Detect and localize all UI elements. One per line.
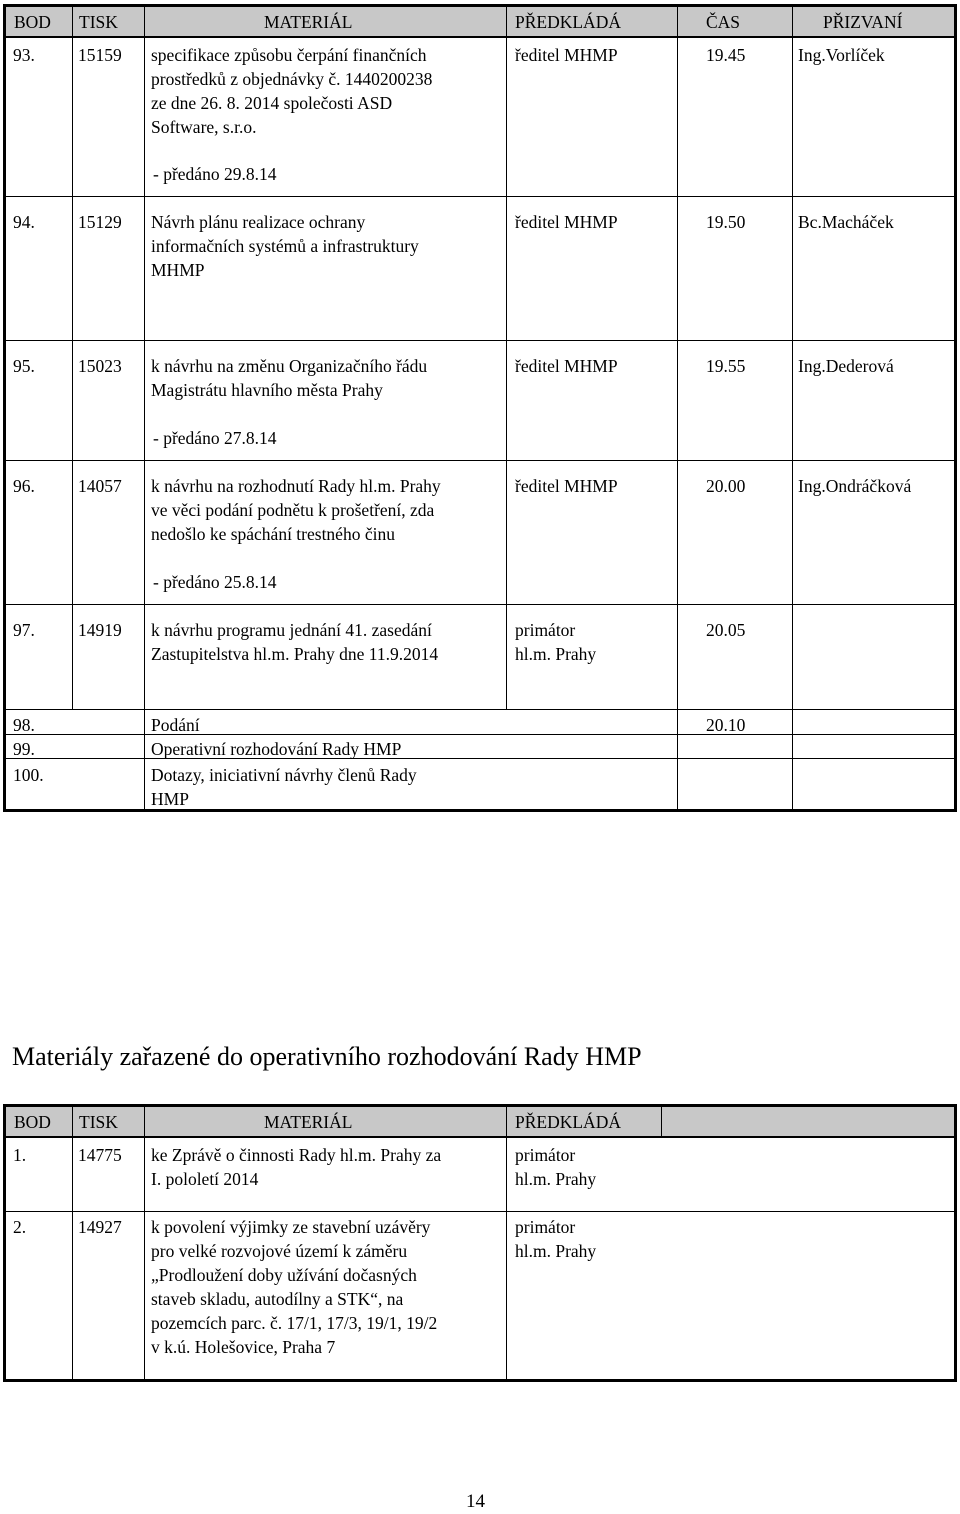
op-row-2-predklada: primátor hl.m. Prahy	[515, 1217, 597, 1261]
op-header-bod: BOD	[14, 1112, 51, 1132]
header-tisk: TISK	[79, 12, 118, 32]
op-row-2-tisk: 14927	[78, 1217, 122, 1237]
row-97-bod: 97.	[13, 620, 35, 640]
row-95-bod: 95.	[13, 356, 35, 376]
operative-table	[3, 1104, 957, 1382]
section-heading: Materiály zařazené do operativního rozhodování Rady HMP	[12, 1042, 642, 1071]
row-95-tisk: 15023	[78, 356, 122, 376]
row-96-prizvani: Ing.Ondráčková	[798, 476, 912, 496]
row-98-material: Podání	[151, 715, 200, 735]
op-header-predklada: PŘEDKLÁDÁ	[515, 1112, 621, 1132]
row-95-predklada: ředitel MHMP	[515, 356, 618, 376]
agenda-header-row	[6, 7, 954, 38]
page-number: 14	[466, 1491, 485, 1512]
row-98-cas: 20.10	[706, 715, 746, 735]
row-99-material: Operativní rozhodování Rady HMP	[151, 739, 402, 759]
row-94-prizvani: Bc.Macháček	[798, 212, 894, 232]
op-header-material: MATERIÁL	[264, 1112, 353, 1132]
row-93-prizvani: Ing.Vorlíček	[798, 45, 885, 65]
row-93-predklada: ředitel MHMP	[515, 45, 618, 65]
row-99-bod: 99.	[13, 739, 35, 759]
row-94-tisk: 15129	[78, 212, 122, 232]
row-95-cas: 19.55	[706, 356, 746, 376]
row-100-bod: 100.	[13, 765, 44, 785]
row-93-note: - předáno 29.8.14	[153, 164, 277, 184]
row-96-note: - předáno 25.8.14	[153, 572, 277, 592]
op-row-1-material: ke Zprávě o činnosti Rady hl.m. Prahy za I. pololetí 2014	[151, 1145, 442, 1189]
row-93-material: specifikace způsobu čerpání finančních prostředků z objednávky č. 1440200238 ze dne 26. 8. 2014 společosti ASD Software, s.r.o.	[151, 45, 433, 137]
row-94-predklada: ředitel MHMP	[515, 212, 618, 232]
row-98-bod: 98.	[13, 715, 35, 735]
row-94-cas: 19.50	[706, 212, 746, 232]
header-bod: BOD	[14, 12, 51, 32]
row-97-tisk: 14919	[78, 620, 122, 640]
op-row-2-bod: 2.	[13, 1217, 27, 1237]
row-93-tisk: 15159	[78, 45, 122, 65]
header-cas: ČAS	[706, 12, 741, 32]
row-97-cas: 20.05	[706, 620, 746, 640]
row-95-material: k návrhu na změnu Organizačního řádu Magistrátu hlavního města Prahy	[151, 356, 428, 400]
row-95-note: - předáno 27.8.14	[153, 428, 277, 448]
row-94-bod: 94.	[13, 212, 35, 232]
row-93-cas: 19.45	[706, 45, 746, 65]
agenda-table	[3, 4, 957, 812]
header-predklada: PŘEDKLÁDÁ	[515, 12, 621, 32]
row-96-cas: 20.00	[706, 476, 746, 496]
op-row-1-tisk: 14775	[78, 1145, 122, 1165]
row-97-material: k návrhu programu jednání 41. zasedání Zastupitelstva hl.m. Prahy dne 11.9.2014	[151, 620, 439, 664]
row-100-material: Dotazy, iniciativní návrhy členů Rady HMP	[151, 765, 417, 809]
row-96-tisk: 14057	[78, 476, 122, 496]
op-header-tisk: TISK	[79, 1112, 118, 1132]
operative-header-row	[6, 1107, 954, 1138]
row-96-material: k návrhu na rozhodnutí Rady hl.m. Prahy ve věci podání podnětu k prošetření, zda nedošlo ke spáchání trestného činu	[151, 476, 441, 544]
row-94-material: Návrh plánu realizace ochrany informačních systémů a infrastruktury MHMP	[151, 212, 419, 280]
row-95-prizvani: Ing.Dederová	[798, 356, 894, 376]
op-row-1-predklada: primátor hl.m. Prahy	[515, 1145, 597, 1189]
header-material: MATERIÁL	[264, 12, 353, 32]
op-row-2-material: k povolení výjimky ze stavební uzávěry pro velké rozvojové území k záměru „Prodloužení doby užívání dočasných staveb skladu, autodílny a STK“, na pozemcích parc. č. 17/1, 17/3, 19/1, 19/2 v k.ú. Holešovice, Praha 7	[151, 1217, 438, 1357]
header-prizvani: PŘIZVANÍ	[823, 12, 903, 32]
row-97-predklada: primátor hl.m. Prahy	[515, 620, 597, 664]
row-96-bod: 96.	[13, 476, 35, 496]
op-row-1-bod: 1.	[13, 1145, 27, 1165]
row-93-bod: 93.	[13, 45, 35, 65]
row-96-predklada: ředitel MHMP	[515, 476, 618, 496]
